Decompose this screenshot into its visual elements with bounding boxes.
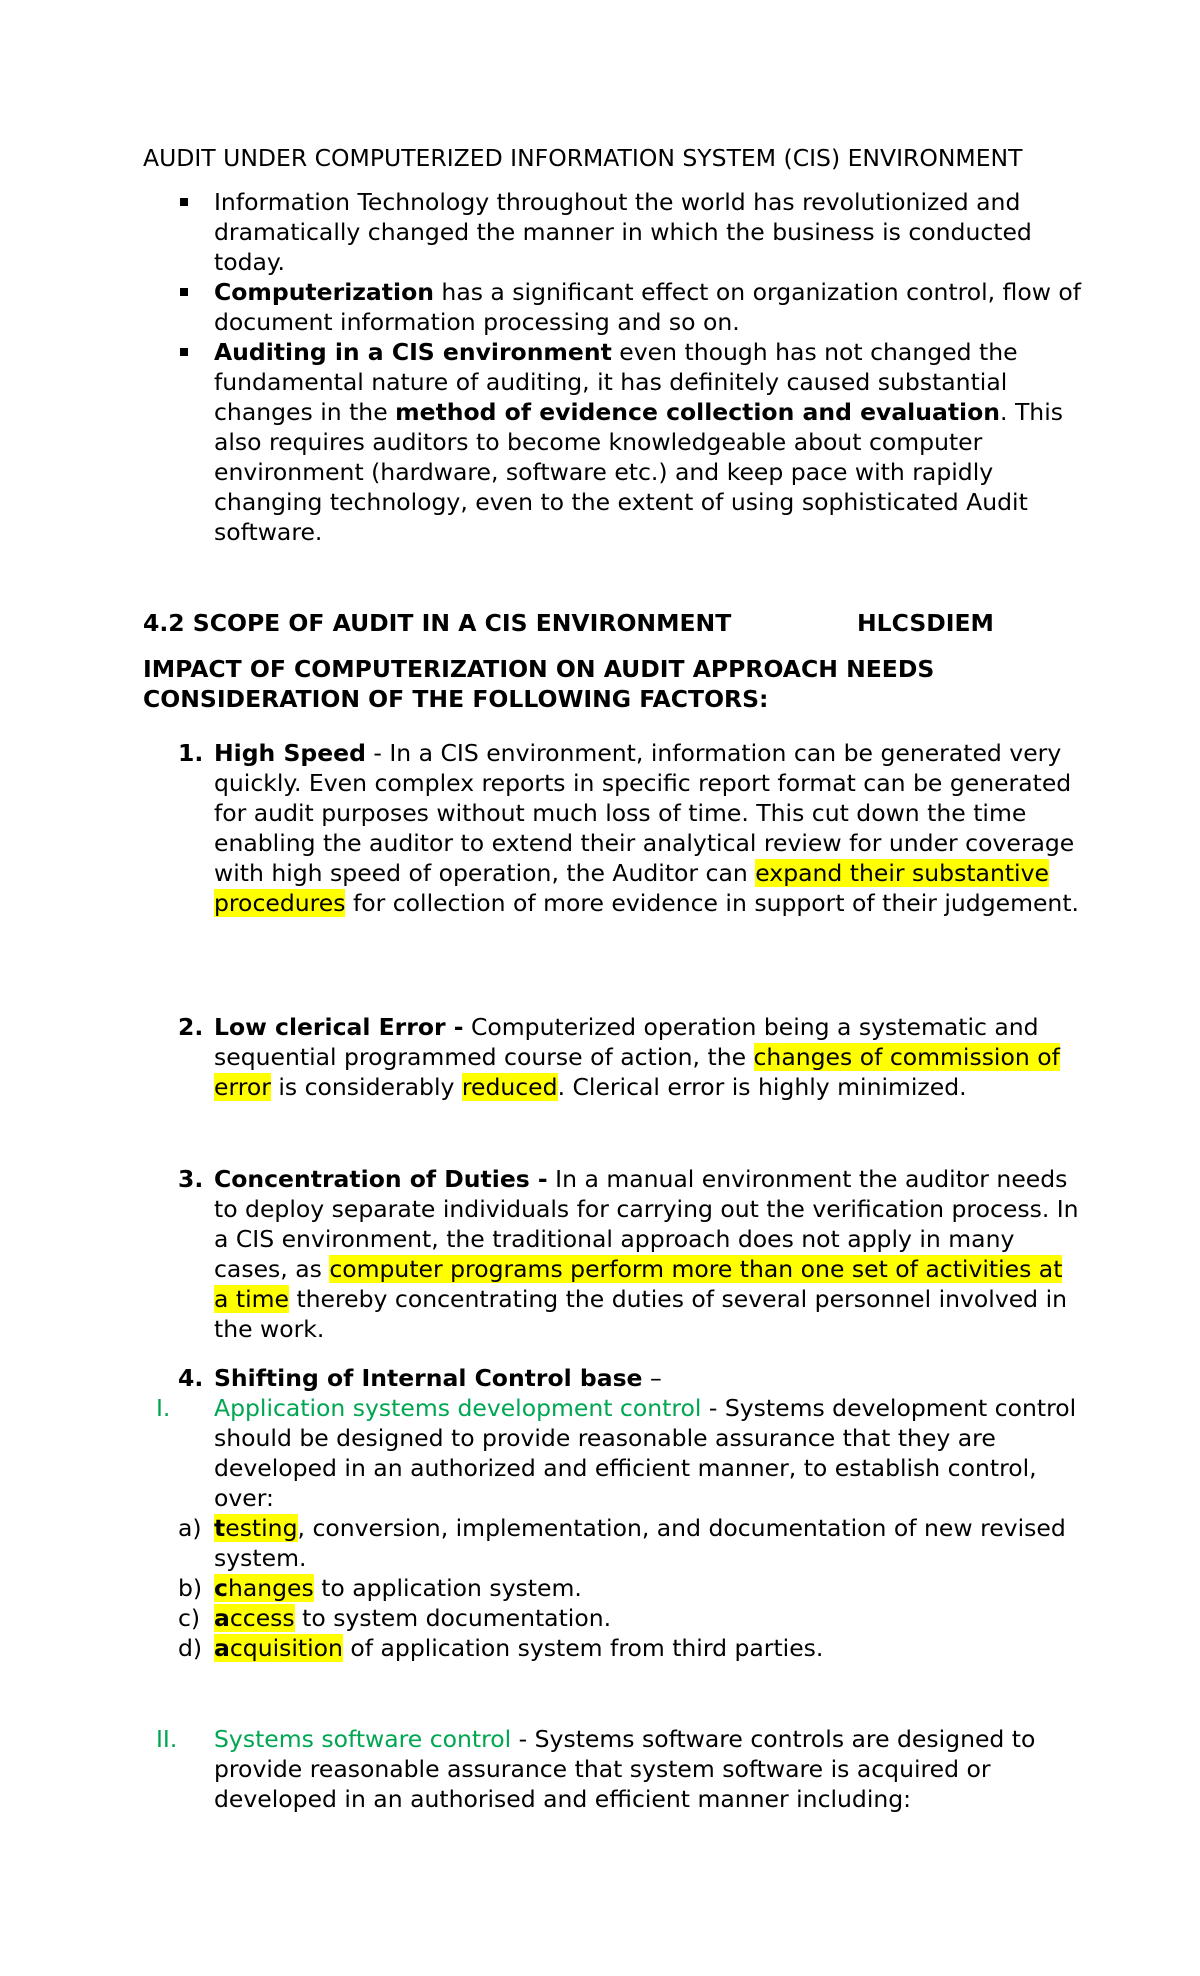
square-bullet-icon <box>180 288 188 296</box>
highlighted-text: expand their substantive procedures <box>214 859 1049 917</box>
list-item: b) changes to application system. <box>178 1574 582 1602</box>
square-bullet-icon <box>180 198 188 206</box>
intro-bullet-list <box>214 187 1094 547</box>
highlighted-text: changes of commission of error <box>214 1043 1060 1101</box>
list-item: a) testing, conversion, implementation, and documentation of new revised system. <box>178 1514 1066 1572</box>
list-item: c) access to system documentation. <box>178 1604 612 1632</box>
bullet-item: Computerization has a significant effect on organization control, flow of document information processing and so on. <box>214 277 1094 337</box>
section-subheading: IMPACT OF COMPUTERIZATION ON AUDIT APPROACH NEEDS CONSIDERATION OF THE FOLLOWING FACTORS: <box>143 655 935 713</box>
document-title: AUDIT UNDER COMPUTERIZED INFORMATION SYSTEM (CIS) ENVIRONMENT <box>143 144 1023 172</box>
section-code: HLCSDIEM <box>857 609 994 637</box>
highlighted-text: computer programs perform more than one set of activities at a time <box>214 1255 1063 1313</box>
list-item: d) acquisition of application system from third parties. <box>178 1634 824 1662</box>
factor-concentration-of-duties: 3. Concentration of Duties - In a manual environment the auditor needs to deploy separate individuals for carrying out the verification process. In a CIS environment, the traditional approach does not apply in many cases, as computer programs perform more than one set of activities at a time thereby concentrating the duties of several personnel involved in the work. <box>178 1165 1079 1343</box>
bullet-item: Information Technology throughout the world has revolutionized and dramatically changed the manner in which the business is conducted today. <box>214 187 1094 277</box>
control-systems-software: II. Systems software control - Systems software controls are designed to provide reasonable assurance that system software is acquired or developed in an authorised and efficient manner including: <box>156 1725 1036 1813</box>
section-heading: 4.2 SCOPE OF AUDIT IN A CIS ENVIRONMENT HLCSDIEM <box>143 609 994 637</box>
bullet-item: Auditing in a CIS environment even though has not changed the fundamental nature of auditing, it has definitely caused substantial changes in the method of evidence collection and evaluation. This also requires auditors to become knowledgeable about computer environment (hardware, software etc.) and keep pace with rapidly changing technology, even to the extent of using sophisticated Audit software. <box>214 337 1094 547</box>
factor-shifting-internal-control: 4. Shifting of Internal Control base – <box>178 1364 662 1392</box>
square-bullet-icon <box>180 348 188 356</box>
control-application-systems: I. Application systems development control - Systems development control should be designed to provide reasonable assurance that they are developed in an authorized and efficient manner, to establish control, over: <box>156 1394 1077 1512</box>
highlighted-text: reduced <box>461 1073 558 1101</box>
factor-low-clerical-error: 2. Low clerical Error - Computerized operation being a systematic and sequential programmed course of action, the changes of commission of error is considerably reduced. Clerical error is highly minimized. <box>178 1013 1060 1101</box>
factor-high-speed: 1. High Speed - In a CIS environment, information can be generated very quickly. Even complex reports in specific report format can be generated for audit purposes without much loss of time. This cut down the time enabling the auditor to extend their analytical review for under coverage with high speed of operation, the Auditor can expand their substantive procedures for collection of more evidence in support of their judgement. <box>178 739 1080 917</box>
